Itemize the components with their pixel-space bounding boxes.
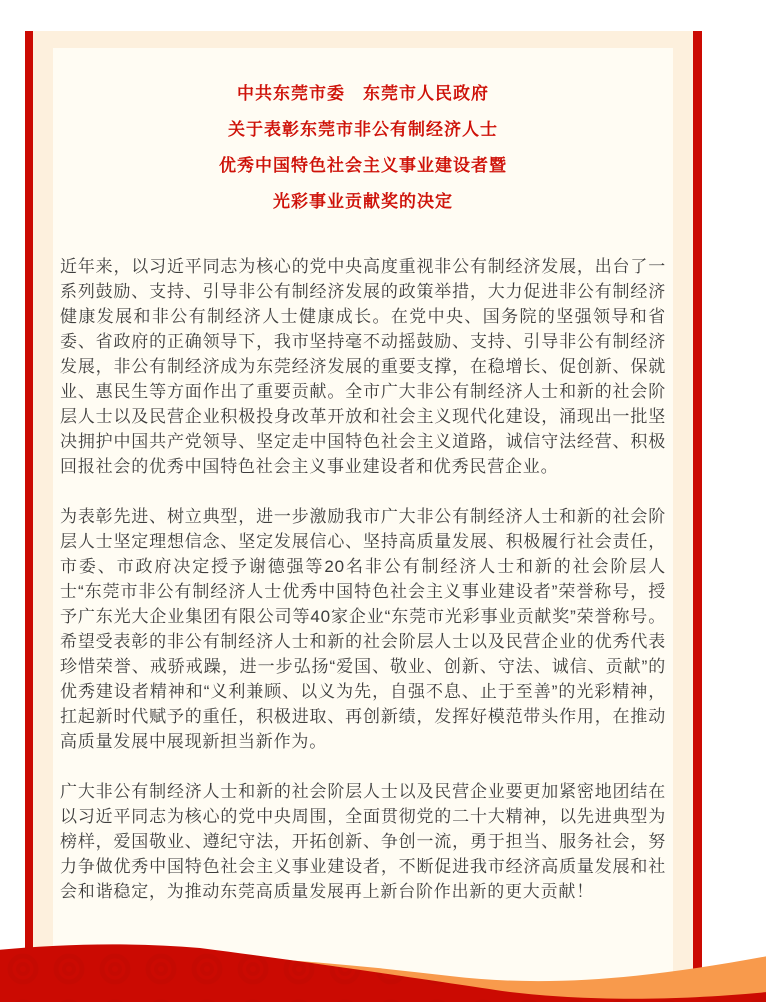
red-background-panel — [25, 31, 702, 1002]
bottom-wave-decoration — [0, 900, 766, 1002]
card-frame — [33, 31, 693, 1002]
title-line-4: 光彩事业贡献奖的决定 — [273, 192, 453, 211]
document-card — [53, 48, 673, 1002]
title-line-3: 优秀中国特色社会主义事业建设者暨 — [219, 156, 507, 175]
paragraph-3: 广大非公有制经济人士和新的社会阶层人士以及民营企业要更加紧密地团结在以习近平同志为核心的党中央周围，全面贯彻党的二十大精神，以先进典型为榜样，爱国敬业、遵纪守法，开拓创新、争创一流，勇于担当、服务社会，努力争做优秀中国特色社会主义事业建设者，不断促进我市经济高质量发展和社会和谐稳定，为推动东莞高质量发展再上新台阶作出新的更大贡献！ — [60, 782, 666, 901]
paragraph-1: 近年来，以习近平同志为核心的党中央高度重视非公有制经济发展，出台了一系列鼓励、支持、引导非公有制经济发展的政策举措，大力促进非公有制经济健康发展和非公有制经济人士健康成长。在党中央、国务院的坚强领导和省委、省政府的正确领导下，我市坚持毫不动摇鼓励、支持、引导非公有制经济发展，非公有制经济成为东莞经济发展的重要支撑，在稳增长、促创新、保就业、惠民生等方面作出了重要贡献。全市广大非公有制经济人士和新的社会阶层人士以及民营企业积极投身改革开放和社会主义现代化建设，涌现出一批坚决拥护中国共产党领导、坚定走中国特色社会主义道路，诚信守法经营、积极回报社会的优秀中国特色社会主义事业建设者和优秀民营企业。 — [60, 257, 666, 476]
document-title — [60, 76, 666, 220]
document-body — [60, 254, 666, 904]
title-line-1: 中共东莞市委 东莞市人民政府 — [237, 84, 489, 103]
paragraph-2: 为表彰先进、树立典型，进一步激励我市广大非公有制经济人士和新的社会阶层人士坚定理想信念、坚定发展信心、坚持高质量发展、积极履行社会责任，市委、市政府决定授予谢德强等20名非公有制经济人士和新的社会阶层人士“东莞市非公有制经济人士优秀中国特色社会主义事业建设者”荣誉称号，授予广东光大企业集团有限公司等40家企业“东莞市光彩事业贡献奖”荣誉称号。希望受表彰的非公有制经济人士和新的社会阶层人士以及民营企业的优秀代表珍惜荣誉、戒骄戒躁，进一步弘扬“爱国、敬业、创新、守法、诚信、贡献”的优秀建设者精神和“义利兼顾、以义为先，自强不息、止于至善”的光彩精神，扛起新时代赋予的重任，积极进取、再创新绩，发挥好模范带头作用，在推动高质量发展中展现新担当新作为。 — [60, 507, 666, 751]
title-line-2: 关于表彰东莞市非公有制经济人士 — [228, 120, 498, 139]
